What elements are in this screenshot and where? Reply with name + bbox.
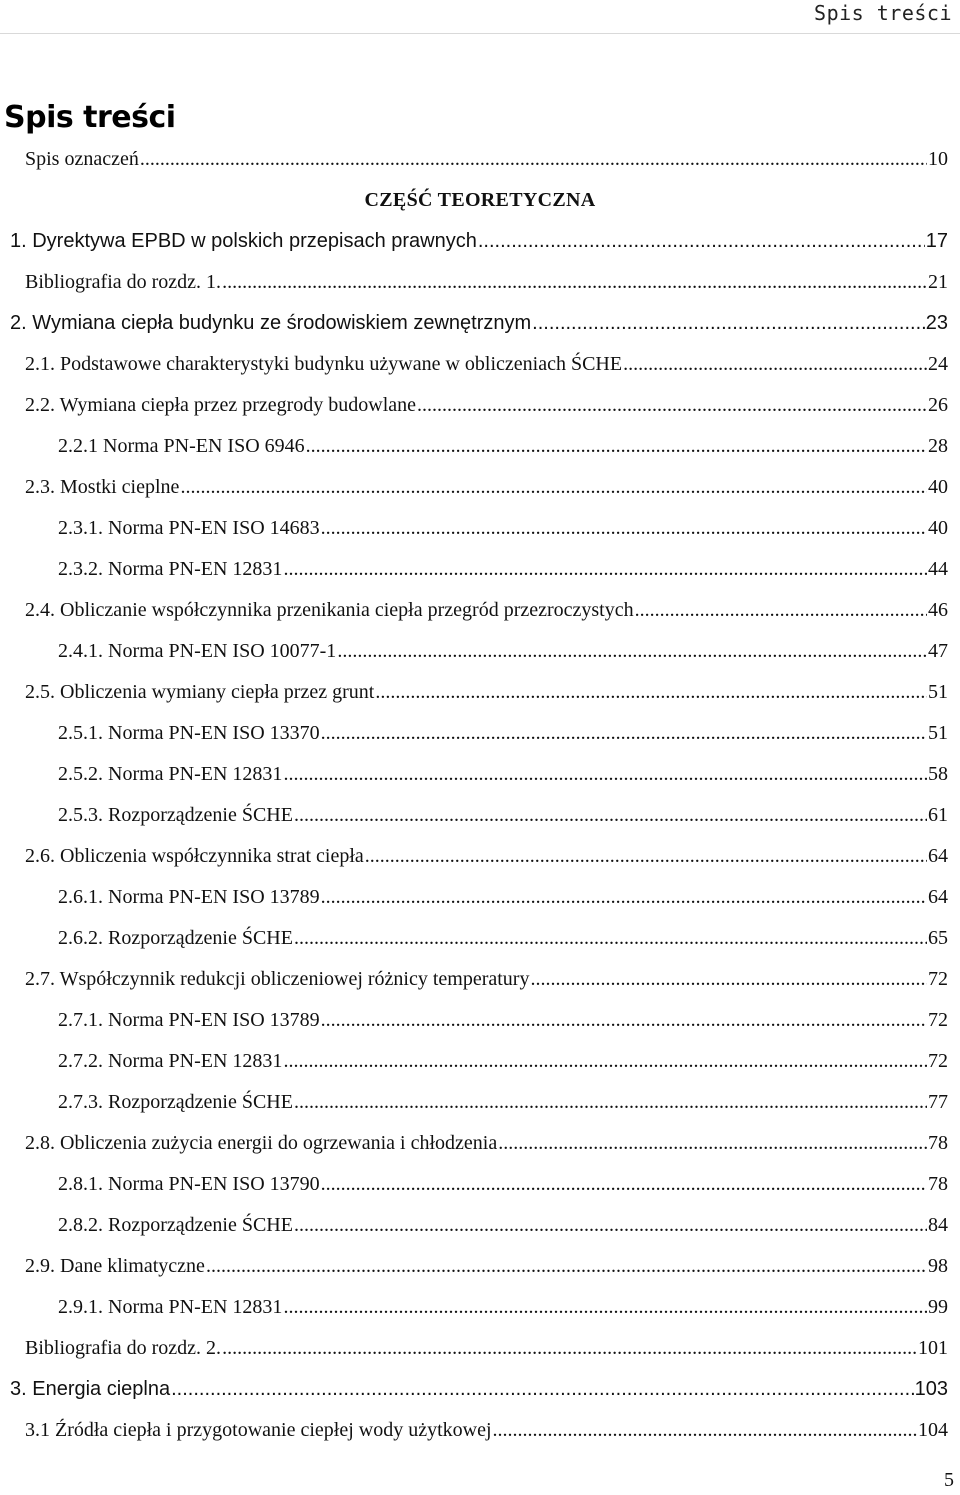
toc-entry-label: 2.1. Podstawowe charakterystyki budynku używane w obliczeniach ŚCHE: [25, 353, 623, 375]
toc-dot-leader: [294, 927, 927, 950]
toc-entry[interactable]: [0, 795, 960, 836]
toc-entry[interactable]: [0, 1328, 960, 1369]
toc-entry-page: 98: [928, 1255, 948, 1277]
toc-entry-page: 28: [928, 435, 948, 457]
toc-entry[interactable]: [0, 754, 960, 795]
toc-entry-page: 24: [928, 353, 948, 375]
toc-entry-page: 77: [928, 1091, 948, 1113]
toc-dot-leader: [294, 1214, 927, 1237]
toc-dot-leader: [321, 1009, 927, 1032]
toc-dot-leader: [294, 1091, 927, 1114]
toc-entry[interactable]: [0, 303, 960, 344]
toc-entry-page: 10: [928, 148, 948, 170]
toc-entry[interactable]: [0, 139, 960, 180]
toc-entry-label: 2.8. Obliczenia zużycia energii do ogrzewania i chłodzenia: [25, 1132, 498, 1154]
toc-dot-leader: [623, 353, 927, 376]
toc-entry[interactable]: [0, 508, 960, 549]
toc-entry-page: 40: [928, 517, 948, 539]
toc-entry-page: 26: [928, 394, 948, 416]
toc-entry[interactable]: [0, 1000, 960, 1041]
toc-entry-label: CZĘŚĆ TEORETYCZNA: [364, 189, 596, 211]
toc-entry-page: 51: [928, 681, 948, 703]
toc-entry[interactable]: [0, 385, 960, 426]
toc-entry[interactable]: [0, 1123, 960, 1164]
toc-dot-leader: [321, 1173, 927, 1196]
toc-entry[interactable]: [0, 713, 960, 754]
toc-entry[interactable]: [0, 1164, 960, 1205]
toc-entry[interactable]: [0, 1041, 960, 1082]
toc-entry-label: 2.3. Mostki cieplne: [25, 476, 180, 498]
toc-section-heading: [0, 180, 960, 221]
toc-entry[interactable]: [0, 590, 960, 631]
toc-entry-label: 2.2.1 Norma PN-EN ISO 6946: [58, 435, 305, 457]
toc-dot-leader: [222, 1337, 917, 1360]
toc-entry-label: 2.6.2. Rozporządzenie ŚCHE: [58, 927, 293, 949]
toc-entry[interactable]: [0, 221, 960, 262]
toc-entry-page: 64: [928, 845, 948, 867]
toc-entry-page: 99: [928, 1296, 948, 1318]
toc-entry[interactable]: [0, 262, 960, 303]
toc-entry-page: 40: [928, 476, 948, 498]
toc-entry[interactable]: [0, 1369, 960, 1410]
toc-entry-label: 2.5.2. Norma PN-EN 12831: [58, 763, 283, 785]
toc-entry-page: 72: [928, 1009, 948, 1031]
toc-entry-label: 2.4.1. Norma PN-EN ISO 10077-1: [58, 640, 337, 662]
toc-entry-label: 2.9. Dane klimatyczne: [25, 1255, 205, 1277]
toc-entry-label: 2.3.1. Norma PN-EN ISO 14683: [58, 517, 320, 539]
toc-entry-label: 2.7.1. Norma PN-EN ISO 13789: [58, 1009, 320, 1031]
toc-entry[interactable]: [0, 344, 960, 385]
toc-entry-page: 78: [928, 1173, 948, 1195]
toc-entry-page: 72: [928, 1050, 948, 1072]
toc-entry-page: 72: [928, 968, 948, 990]
toc-entry-label: 2.2. Wymiana ciepła przez przegrody budowlane: [25, 394, 417, 416]
running-header: Spis treści: [814, 1, 952, 25]
toc-entry-page: 44: [928, 558, 948, 580]
toc-entry-label: 2.5.1. Norma PN-EN ISO 13370: [58, 722, 320, 744]
toc-dot-leader: [283, 1296, 927, 1319]
toc-dot-leader: [337, 640, 927, 663]
toc-dot-leader: [294, 804, 927, 827]
toc-entry-page: 46: [928, 599, 948, 621]
toc-entry-page: 78: [928, 1132, 948, 1154]
toc-dot-leader: [493, 1419, 917, 1442]
page-number: 5: [944, 1469, 954, 1491]
toc-dot-leader: [321, 886, 927, 909]
toc-dot-leader: [306, 435, 927, 458]
toc-entry-label: 2.7. Współczynnik redukcji obliczeniowej różnicy temperatury: [25, 968, 530, 990]
toc-entry-page: 21: [928, 271, 948, 293]
toc-dot-leader: [283, 558, 927, 581]
toc-entry[interactable]: [0, 1082, 960, 1123]
toc-entry-label: 2. Wymiana ciepła budynku ze środowiskiem zewnętrznym: [10, 312, 532, 334]
toc-entry-page: 101: [918, 1337, 948, 1359]
toc-dot-leader: [222, 271, 927, 294]
toc-entry-label: 2.8.2. Rozporządzenie ŚCHE: [58, 1214, 293, 1236]
toc-entry-label: Bibliografia do rozdz. 1.: [25, 271, 222, 293]
toc-entry-label: Spis oznaczeń: [25, 148, 139, 170]
toc-entry[interactable]: [0, 1287, 960, 1328]
toc-dot-leader: [171, 1378, 914, 1401]
toc-dot-leader: [532, 312, 925, 335]
toc-entry-page: 47: [928, 640, 948, 662]
toc-entry-label: 2.7.2. Norma PN-EN 12831: [58, 1050, 283, 1072]
toc-dot-leader: [140, 148, 927, 171]
toc-dot-leader: [321, 722, 927, 745]
toc-entry-label: 2.4. Obliczanie współczynnika przenikania ciepła przegród przezroczystych: [25, 599, 634, 621]
toc-entry-page: 104: [918, 1419, 948, 1441]
toc-entry-page: 58: [928, 763, 948, 785]
toc-entry-page: 64: [928, 886, 948, 908]
toc-entry-label: 1. Dyrektywa EPBD w polskich przepisach prawnych: [10, 230, 477, 252]
toc-entry-label: 3.1 Źródła ciepła i przygotowanie ciepłej wody użytkowej: [25, 1419, 492, 1441]
toc-entry-label: 2.5.3. Rozporządzenie ŚCHE: [58, 804, 293, 826]
toc-entry[interactable]: [0, 836, 960, 877]
toc-dot-leader: [206, 1255, 927, 1278]
toc-entry-page: 84: [928, 1214, 948, 1236]
toc-entry[interactable]: [0, 631, 960, 672]
toc-entry[interactable]: [0, 959, 960, 1000]
toc-entry[interactable]: [0, 426, 960, 467]
table-of-contents: [0, 139, 960, 1451]
toc-entry[interactable]: [0, 549, 960, 590]
toc-entry[interactable]: [0, 1205, 960, 1246]
toc-entry-label: 2.5. Obliczenia wymiany ciepła przez grunt: [25, 681, 375, 703]
toc-entry-label: 2.3.2. Norma PN-EN 12831: [58, 558, 283, 580]
toc-dot-leader: [498, 1132, 927, 1155]
toc-dot-leader: [478, 230, 925, 253]
toc-entry[interactable]: [0, 1246, 960, 1287]
toc-entry-page: 23: [925, 312, 948, 334]
toc-entry-page: 61: [928, 804, 948, 826]
toc-entry-label: 2.7.3. Rozporządzenie ŚCHE: [58, 1091, 293, 1113]
toc-dot-leader: [180, 476, 927, 499]
toc-entry-label: 2.8.1. Norma PN-EN ISO 13790: [58, 1173, 320, 1195]
toc-entry[interactable]: [0, 467, 960, 508]
toc-entry-label: Bibliografia do rozdz. 2.: [25, 1337, 222, 1359]
toc-dot-leader: [635, 599, 927, 622]
toc-dot-leader: [375, 681, 927, 704]
toc-dot-leader: [417, 394, 927, 417]
toc-entry-page: 51: [928, 722, 948, 744]
toc-entry-page: 103: [914, 1378, 948, 1400]
toc-dot-leader: [321, 517, 927, 540]
toc-entry[interactable]: [0, 672, 960, 713]
header-divider: [0, 33, 960, 34]
toc-entry-page: 65: [928, 927, 948, 949]
toc-entry-page: 17: [925, 230, 948, 252]
toc-dot-leader: [283, 763, 927, 786]
toc-entry[interactable]: [0, 1410, 960, 1451]
toc-entry-label: 2.6. Obliczenia współczynnika strat ciepła: [25, 845, 364, 867]
toc-entry-label: 2.9.1. Norma PN-EN 12831: [58, 1296, 283, 1318]
toc-entry-label: 3. Energia cieplna: [10, 1378, 171, 1400]
toc-entry[interactable]: [0, 918, 960, 959]
toc-dot-leader: [530, 968, 927, 991]
toc-dot-leader: [283, 1050, 927, 1073]
toc-dot-leader: [365, 845, 927, 868]
page-title: Spis treści: [4, 100, 176, 135]
toc-entry[interactable]: [0, 877, 960, 918]
toc-entry-label: 2.6.1. Norma PN-EN ISO 13789: [58, 886, 320, 908]
